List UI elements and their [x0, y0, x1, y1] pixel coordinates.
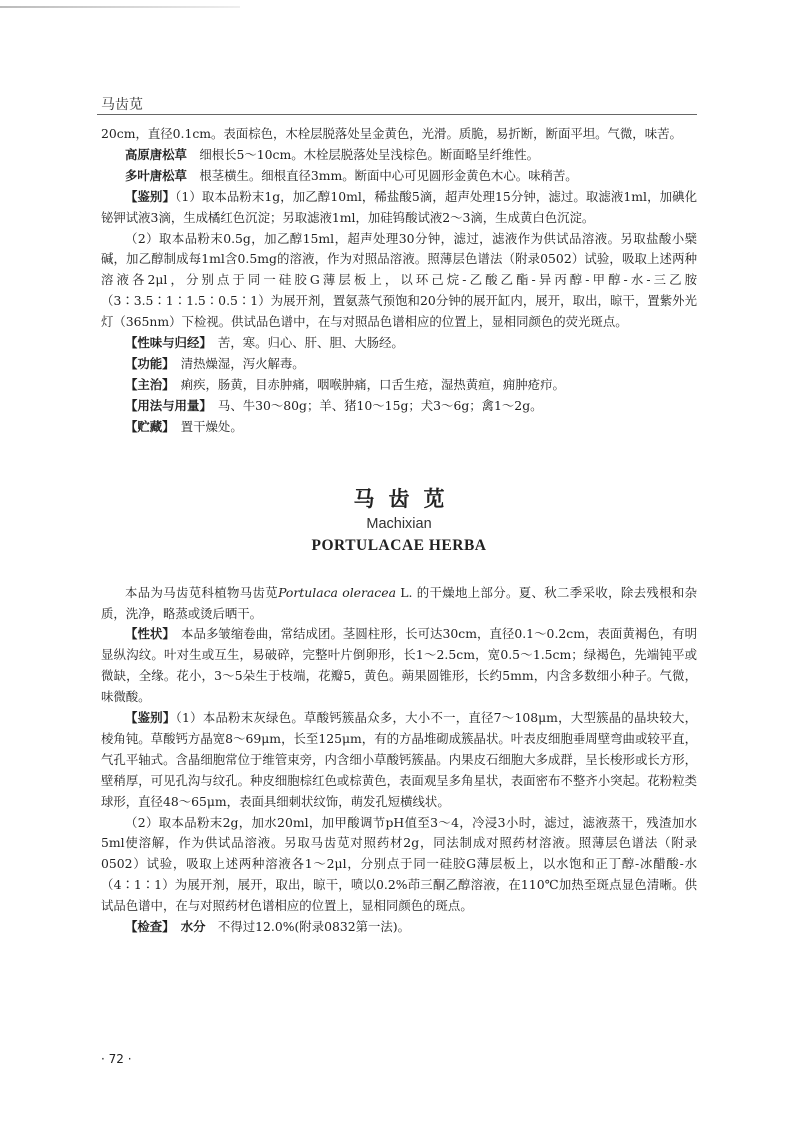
body-text: （2）取本品粉末2g，加水20ml，加甲酸调节pH值至3～4，冷浸3小时，滤过，滤液蒸干，残渣加水5ml使溶解，作为供试品溶液。另取马齿苋对照药材2g，同法制成对照药材溶液。照薄层色谱法（附录0502）试验，吸取上述两种溶液各1～2μl，分别点于同一硅胶G薄层板上，以水饱和正丁醇-冰醋酸-水（4∶1∶1）为展开剂，展开，取出，晾干，喷以0.2%茚三酮乙醇溶液，在110℃加热至斑点显色清晰。供试品色谱中，在与对照药材色谱相应的位置上，显相同颜色的斑点。 — [101, 814, 697, 914]
paragraph — [101, 145, 697, 166]
paragraph — [101, 354, 697, 375]
paragraph — [101, 166, 697, 187]
header-rule — [97, 114, 697, 115]
paragraph — [101, 813, 697, 918]
body-text: 不得过12.0%(附录0832第一法)。 — [205, 919, 411, 935]
paragraph — [101, 396, 697, 417]
section-heading: 【检查】 — [125, 919, 169, 935]
page-number: · 72 · — [101, 1052, 132, 1066]
section-heading: 【鉴别】 — [125, 188, 176, 204]
body-text: （1）取本品粉末1g，加乙醇10ml，稀盐酸5滴，超声处理15分钟，滤过。取滤液1ml，加碘化铋钾试液3滴，生成橘红色沉淀；另取滤液1ml，加硅钨酸试液2～3滴，生成黄白色沉淀。 — [101, 188, 697, 225]
paragraph — [101, 124, 697, 145]
entry-title-chinese: 马齿苋 — [353, 486, 459, 511]
body-text: L. 的干燥地上部分。夏、秋二季采收，除去残根和杂质，洗净，略蒸或烫后晒干。 — [101, 584, 698, 621]
paragraph — [101, 375, 697, 396]
section-heading: 【贮藏】 — [125, 418, 169, 434]
body-text: 苦，寒。归心、肝、胆、大肠经。 — [205, 335, 404, 351]
section-heading: 【功能】 — [125, 355, 169, 371]
term-label: 高原唐松草 — [125, 146, 187, 162]
paragraph — [101, 708, 697, 813]
top-edge-decoration — [0, 6, 240, 8]
paragraph — [101, 333, 697, 354]
paragraph — [101, 417, 697, 438]
body-text: 置干燥处。 — [168, 418, 243, 434]
section-heading: 【用法与用量】 — [125, 397, 206, 413]
entry-title-block — [101, 484, 697, 558]
body-text: 20cm，直径0.1cm。表面棕色，木栓层脱落处呈金黄色，光滑。质脆，易折断，断面平坦。气微，味苦。 — [101, 126, 682, 141]
paragraph — [101, 187, 697, 229]
body-text: （1）本品粉末灰绿色。草酸钙簇晶众多，大小不一，直径7～108μm，大型簇晶的晶块较大，棱角钝。草酸钙方晶宽8～69μm，长至125μm，有的方晶堆砌成簇晶状。叶表皮细胞垂周壁弯曲或较平直，气孔平轴式。含晶细胞常位于维管束旁，内含细小草酸钙簇晶。内果皮石细胞大多成群，呈长梭形或长方形，壁稍厚，可见孔沟与纹孔。种皮细胞棕红色或棕黄色，表面观呈多角星状，表面密布不整齐小突起。花粉粒类球形，直径48～65μm，表面具细刺状纹饰，萌发孔短横线状。 — [101, 710, 697, 809]
paragraph — [101, 229, 697, 334]
term-label: 水分 — [168, 919, 206, 935]
term-label: 多叶唐松草 — [125, 167, 187, 183]
page-body — [101, 124, 697, 938]
section-heading: 【鉴别】 — [125, 710, 176, 726]
body-text: （2）取本品粉末0.5g，加乙醇15ml，超声处理30分钟，滤过，滤液作为供试品溶液。另取盐酸小檗碱，加乙醇制成每1ml含0.5mg的溶液，作为对照品溶液。照薄层色谱法（附录0502）试验，吸取上述两种溶液各2μl，分别点于同一硅胶G薄层板上，以环己烷-乙酸乙酯-异丙醇-甲醇-水-三乙胺（3∶3.5∶1∶1.5∶0.5∶1）为展开剂，置氨蒸气预饱和20分钟的展开缸内，展开，取出，晾干，置紫外光灯（365nm）下检视。供试品色谱中，在与对照品色谱相应的位置上，显相同颜色的荧光斑点。 — [101, 230, 697, 330]
body-text: 本品多皱缩卷曲，常结成团。茎圆柱形，长可达30cm，直径0.1～0.2cm，表面黄褐色，有明显纵沟纹。叶对生或互生，易破碎，完整叶片倒卵形，长1～2.5cm，宽0.5～1.5cm；绿褐色，先端钝平或微缺，全缘。花小，3～5朵生于枝端，花瓣5，黄色。蒴果圆锥形，长约5mm，内含多数细小种子。气微，味微酸。 — [101, 626, 697, 705]
body-text: 细根长5～10cm。木栓层脱落处呈浅棕色。断面略呈纤维性。 — [186, 146, 540, 162]
paragraph — [101, 624, 697, 708]
body-text: 清热燥湿，泻火解毒。 — [168, 355, 305, 371]
entry-title-latin: PORTULACAE HERBA — [311, 536, 487, 554]
entry-title-pinyin: Machixian — [366, 515, 432, 532]
body-text: 痢疾，肠黄，目赤肿痛，咽喉肿痛，口舌生疮，湿热黄疸，痈肿疮疖。 — [168, 376, 565, 392]
species-name: Portulaca oleracea — [278, 584, 396, 600]
section-heading: 【性状】 — [125, 626, 169, 642]
body-text: 马、牛30～80g；羊、猪10～15g；犬3～6g；禽1～2g。 — [205, 397, 543, 413]
section-heading: 【性味与归经】 — [125, 335, 206, 351]
paragraph — [101, 583, 697, 625]
body-text: 本品为马齿苋科植物马齿苋 — [125, 584, 279, 600]
paragraph — [101, 917, 697, 938]
section-heading: 【主治】 — [125, 376, 169, 392]
body-text: 根茎横生。细根直径3mm。断面中心可见圆形金黄色木心。味稍苦。 — [186, 167, 578, 183]
running-head: 马齿苋 — [101, 97, 143, 113]
